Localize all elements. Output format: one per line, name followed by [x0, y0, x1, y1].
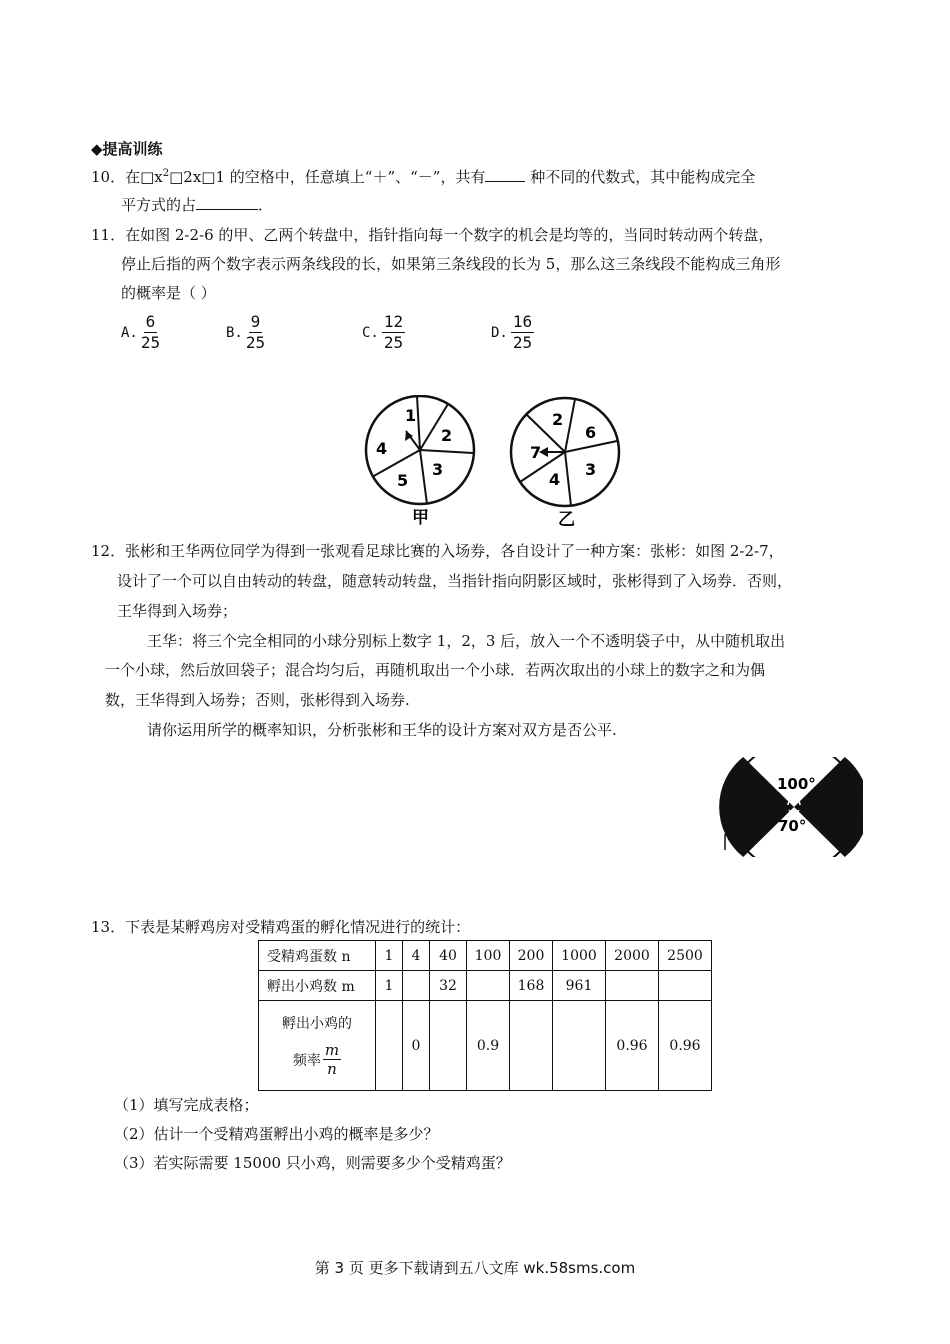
option-c[interactable]: C. $\frac{12}{25}$ [362, 312, 404, 352]
spinner-jia-number: 4 [376, 439, 388, 458]
hatch-statistics-table [258, 940, 712, 1091]
option-b[interactable]: B. $\frac{9}{25}$ [226, 312, 266, 352]
table-row [259, 1001, 712, 1091]
question-10-line2: 平方式的占 ． [121, 196, 274, 214]
table-header-cell: 孵出小鸡的 频率 $\frac{m}{n}$ [259, 1001, 376, 1091]
question-12-line3: 王华得到入场券； [117, 602, 238, 620]
answer-blank[interactable] [196, 195, 258, 210]
question-12-line1: 12．张彬和王华两位同学为得到一张观看足球比赛的入场券，各自设计了一种方案：张彬：如图 2-2-7， [91, 542, 784, 560]
table-cell: 1 [376, 971, 403, 1001]
table-cell: 2000 [606, 941, 659, 971]
spinner-yi [511, 398, 619, 530]
spinner-jia-number: 2 [441, 426, 453, 445]
spinner-yi-number: 4 [549, 470, 561, 489]
table-cell: 1 [376, 941, 403, 971]
table-cell: 168 [510, 971, 553, 1001]
question-11-line2: 停止后指的两个数字表示两条线段的长，如果第三条线段的长为 5，那么这三条线段不能构成三角形 [121, 255, 781, 273]
table-cell: 200 [510, 941, 553, 971]
question-12-line6: 数，王华得到入场券；否则，张彬得到入场券. [105, 691, 410, 709]
option-d[interactable]: D. $\frac{16}{25}$ [491, 312, 533, 352]
table-cell: 0.96 [606, 1001, 659, 1091]
section-title: ◆提高训练 [91, 140, 163, 158]
spinner-jia-label: 甲 [412, 508, 429, 528]
table-cell[interactable] [553, 1001, 606, 1091]
table-cell: 2500 [659, 941, 712, 971]
spinner-yi-number: 7 [530, 443, 542, 462]
question-12-line2: 设计了一个可以自由转动的转盘，随意转动转盘，当指针指向阴影区域时，张彬得到了入场券．否则， [117, 572, 793, 590]
table-cell[interactable] [430, 1001, 467, 1091]
table-header-cell: 受精鸡蛋数 n [259, 941, 376, 971]
table-row [259, 941, 712, 971]
table-row [259, 971, 712, 1001]
spinner-jia-number: 3 [432, 460, 444, 479]
fair-spinner-figure [718, 757, 863, 857]
spinner-yi-number: 3 [585, 460, 597, 479]
table-cell: 961 [553, 971, 606, 1001]
table-cell[interactable] [659, 971, 712, 1001]
table-cell[interactable] [376, 1001, 403, 1091]
table-cell: 32 [430, 971, 467, 1001]
table-cell[interactable] [403, 971, 430, 1001]
answer-blank[interactable] [485, 167, 525, 182]
table-cell: 1000 [553, 941, 606, 971]
spinner-yi-label: 乙 [558, 510, 575, 530]
question-11-line3: 的概率是（ ） [121, 284, 216, 302]
table-header-cell: 孵出小鸡数 m [259, 971, 376, 1001]
question-13-sub1: （1）填写完成表格； [114, 1096, 259, 1114]
question-12-line7: 请你运用所学的概率知识，分析张彬和王华的设计方案对双方是否公平. [147, 721, 617, 739]
table-cell: 4 [403, 941, 430, 971]
table-cell: 0.96 [659, 1001, 712, 1091]
table-cell[interactable] [606, 971, 659, 1001]
table-cell: 0 [403, 1001, 430, 1091]
question-13-sub2: （2）估计一个受精鸡蛋孵出小鸡的概率是多少？ [114, 1125, 439, 1143]
table-cell: 0.9 [467, 1001, 510, 1091]
angle-70-label: 70° [778, 817, 807, 835]
question-13-intro: 13．下表是某孵鸡房对受精鸡蛋的孵化情况进行的统计： [91, 918, 471, 936]
table-cell: 40 [430, 941, 467, 971]
spinner-yi-number: 6 [585, 423, 597, 442]
table-cell: 100 [467, 941, 510, 971]
spinner-jia-number: 5 [397, 471, 409, 490]
angle-100-label: 100° [777, 775, 816, 793]
question-10-line1: 10．在$□x^2□2x□1$ 的空格中，任意填上“＋”、“－”，共有 种不同的代数式，其中能构成完全 [91, 168, 756, 186]
spinner-jia-number: 1 [405, 406, 417, 425]
table-cell[interactable] [510, 1001, 553, 1091]
question-13-sub3: （3）若实际需要 15000 只小鸡，则需要多少个受精鸡蛋？ [114, 1154, 511, 1172]
spinner-jia [366, 396, 474, 528]
spinner-figures [355, 395, 635, 535]
option-a[interactable]: A. $\frac{6}{25}$ [121, 312, 161, 352]
table-cell[interactable] [467, 971, 510, 1001]
spinner-yi-number: 2 [552, 410, 564, 429]
question-12-line4: 王华：将三个完全相同的小球分别标上数字 1，2，3 后，放入一个不透明袋子中，从中随机取出 [147, 632, 786, 650]
question-12-line5: 一个小球，然后放回袋子；混合均匀后，再随机取出一个小球．若两次取出的小球上的数字之和为偶 [105, 661, 766, 679]
page-footer: 第 3 页 更多下载请到五八文库 wk.58sms.com [314, 1259, 636, 1277]
question-11-line1: 11．在如图 2-2-6 的甲、乙两个转盘中，指针指向每一个数字的机会是均等的，当同时转动两个转盘， [91, 226, 774, 244]
